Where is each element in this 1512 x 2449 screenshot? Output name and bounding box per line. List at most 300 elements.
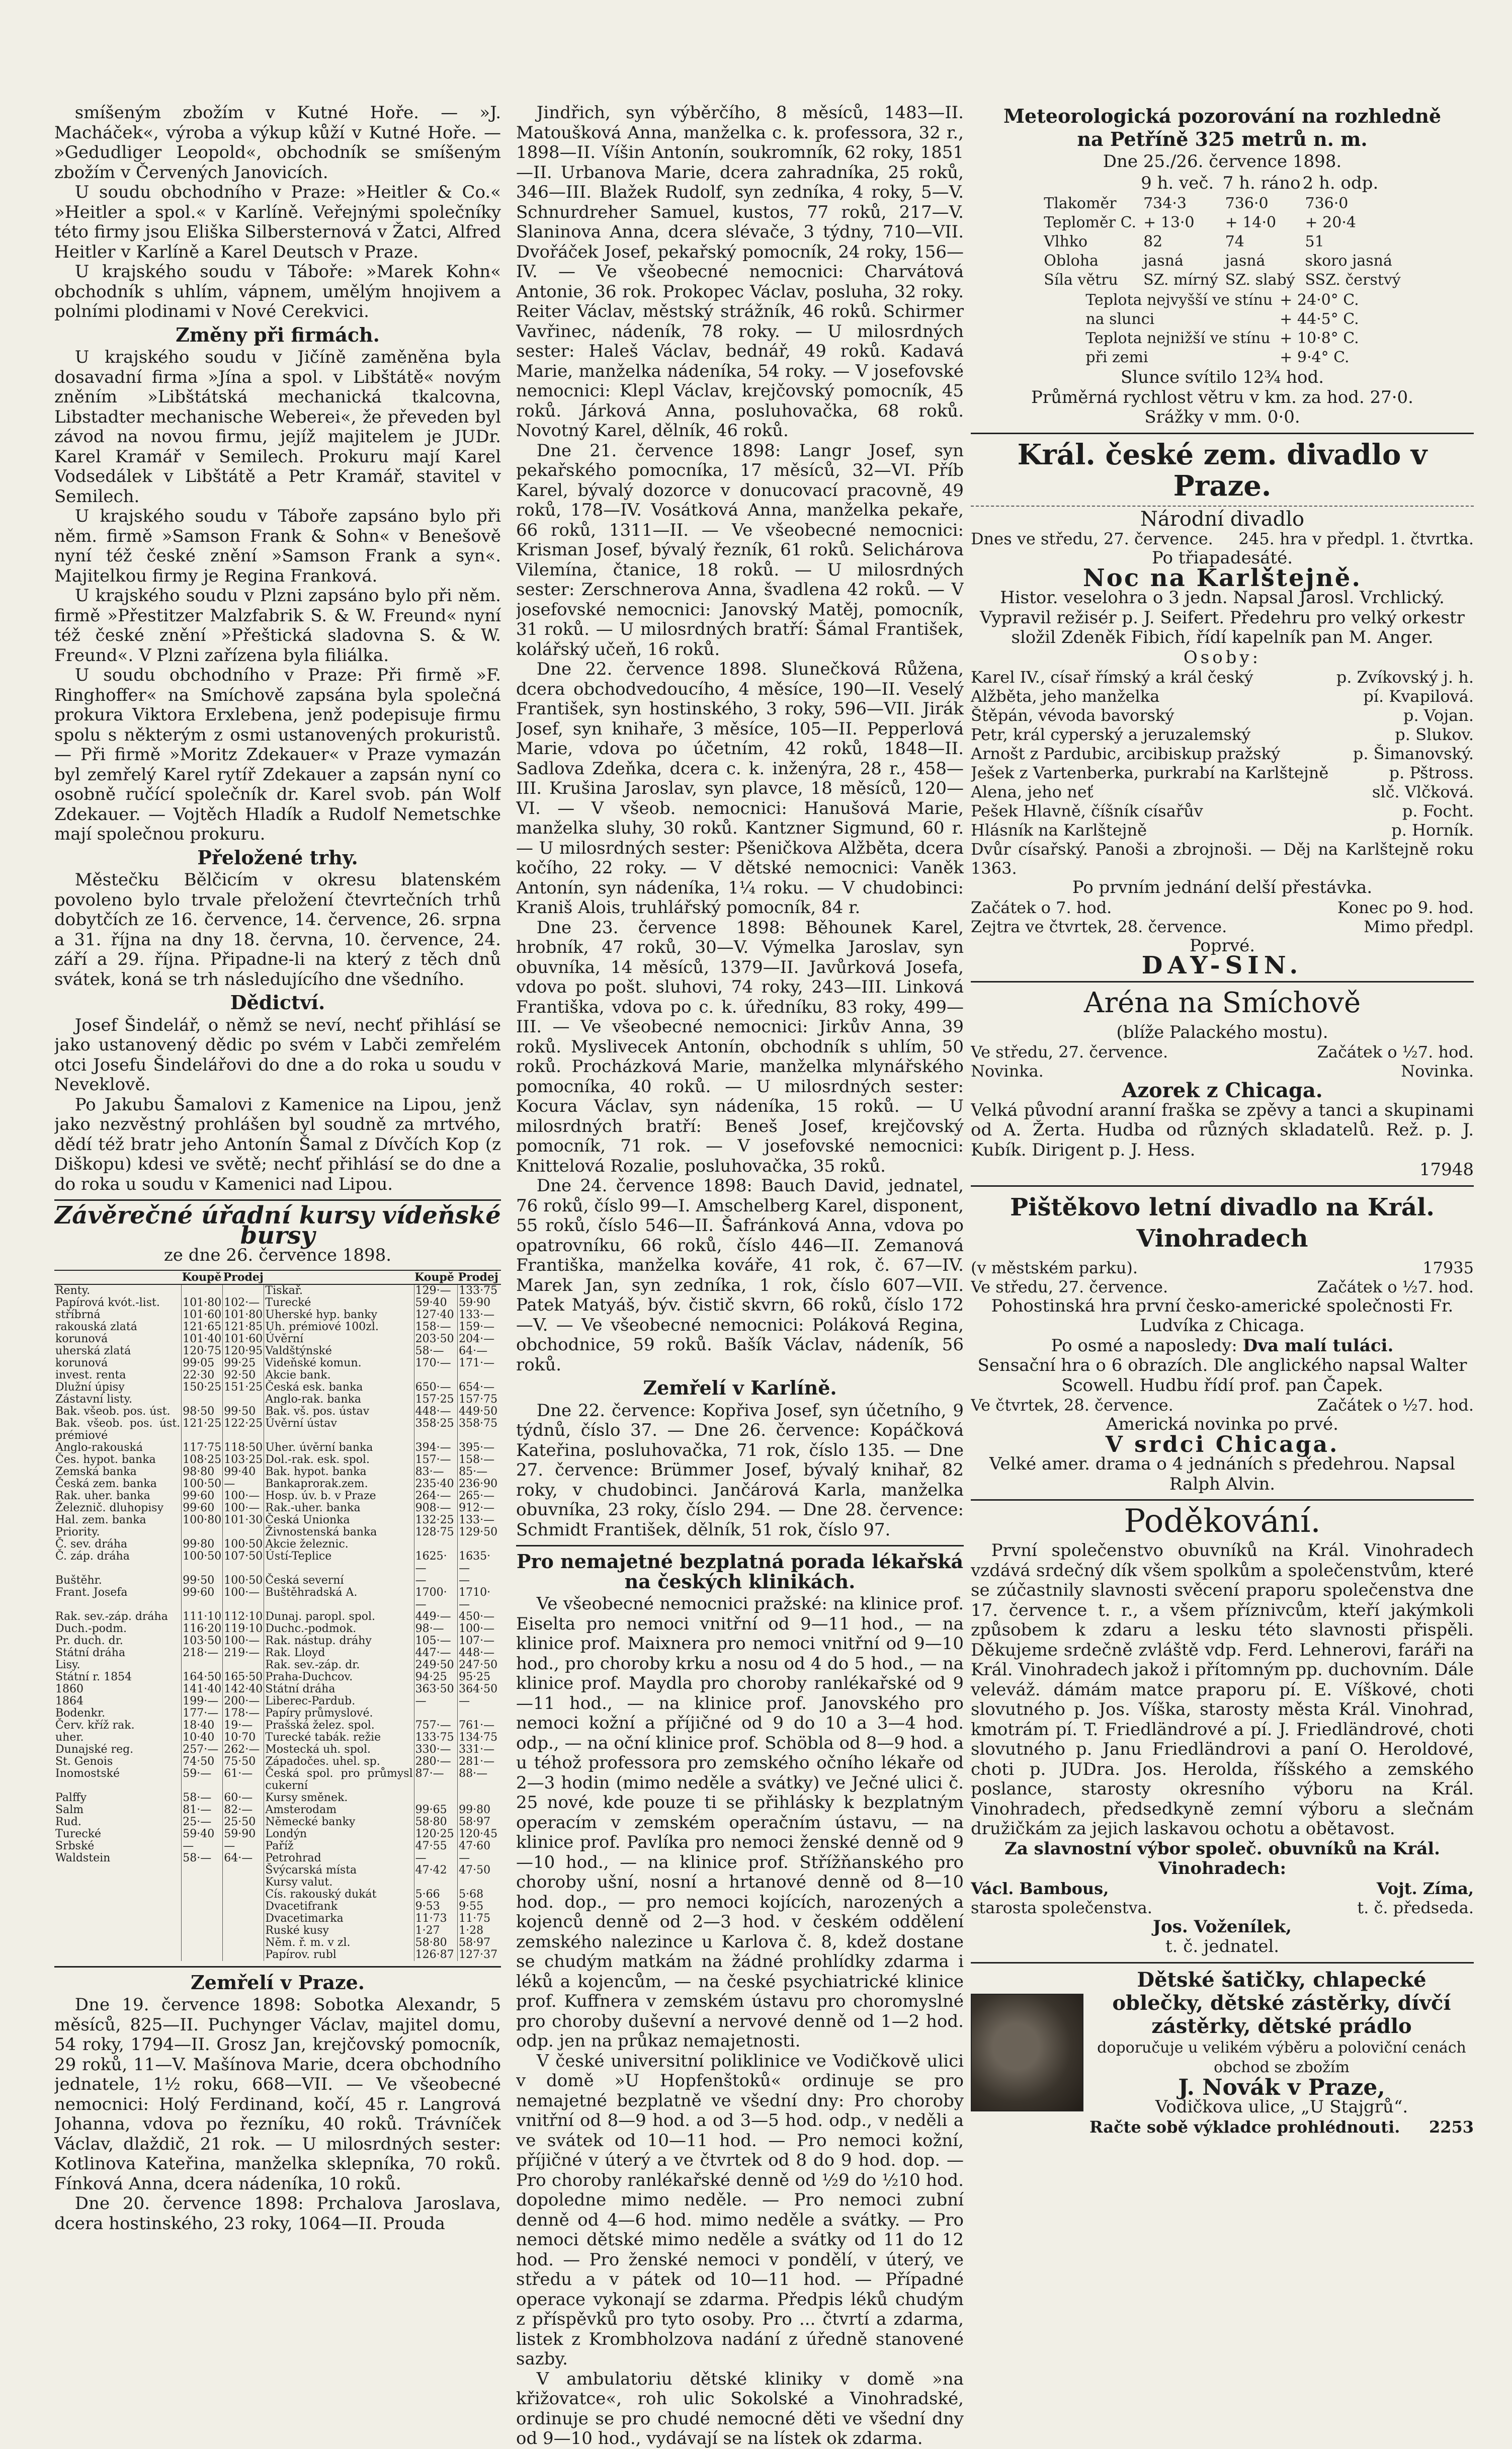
table-cell: Duch.-podm. (55, 1622, 127, 1635)
table-cell: 157·75 (458, 1394, 501, 1406)
table-cell (458, 1792, 501, 1804)
cast-role: Pešek Hlavně, číšník císařův (971, 801, 1203, 821)
table-cell: 157·25 (414, 1394, 458, 1406)
signature-name: Vojt. Zíma, (1376, 1879, 1474, 1898)
table-cell: — (458, 1695, 501, 1707)
table-cell: 101·80 (223, 1309, 264, 1321)
table-cell: Něm. ř. m. v zl. (264, 1937, 414, 1949)
table-cell: + 20·4 (1305, 214, 1356, 231)
cast-row (971, 821, 1474, 840)
table-cell: 129·— (414, 1284, 458, 1297)
text-paragraph: U soudu obchodního v Praze: Při firmě »F. Ringhoffer« na Smíchově zapsána byla společná prokura Viktora Erxlebena, jenž podepisuje firmu spolu s některým z osmi ustanovených prokuristů. — Při firmě »Moritz Zdekauer« v Praze vymazán byl zemřelý Karel rytíř Zdekauer a zapsán nyní co osobně ručící společník dr. Karel svob. pán Wolf Zdekauer. — Vojtěch Hladík a Rudolf Nemetschke mají společnou prokuru. (54, 665, 501, 844)
signatures-role-row (971, 1898, 1474, 1917)
table-header-cell: 7 h. ráno (1222, 173, 1301, 193)
table-cell: 58·— (182, 1852, 223, 1864)
table-cell: 81·— (182, 1804, 223, 1816)
table-cell: 59·90 (458, 1297, 501, 1309)
table-cell: Buštěhr. (55, 1574, 102, 1587)
table-cell: 757·— (414, 1720, 458, 1732)
table-row (54, 1889, 501, 1901)
table-cell: Amsterodam (264, 1804, 414, 1816)
table-row (54, 1309, 501, 1321)
table-cell: Ústí-Teplice (264, 1550, 414, 1575)
exchange-rates-table (54, 1270, 501, 1961)
table-cell: při zemi (1085, 349, 1148, 366)
table-cell: 64·— (223, 1852, 264, 1864)
table-cell: 100·— (458, 1623, 501, 1635)
exchange-rates-date: ze dne 26. července 1898. (163, 1245, 392, 1265)
table-row (54, 1478, 501, 1490)
table-header-cell (264, 1270, 414, 1284)
piskovo-date-2: Ve čtvrtek, 28. července. (971, 1396, 1173, 1415)
table-row (54, 1707, 501, 1720)
piskovo-date-row (971, 1277, 1474, 1296)
table-row (54, 1442, 501, 1454)
table-row (54, 1937, 501, 1949)
table-cell: 141·40 (182, 1683, 223, 1695)
table-cell: Německé banky (264, 1816, 414, 1828)
cast-row (971, 706, 1474, 725)
table-cell: 331·— (458, 1744, 501, 1756)
table-cell: 99·05 (182, 1357, 223, 1369)
table-cell: Dlužní úpisy (55, 1380, 125, 1394)
table-row (54, 1369, 501, 1381)
table-cell: Rak. Lloyd (264, 1647, 414, 1659)
table-cell: 249·50 (414, 1659, 458, 1671)
table-cell: Pr. duch. dr. (55, 1634, 123, 1647)
table-cell: 58·97 (458, 1937, 501, 1949)
table-cell: Čes. hypot. banka (55, 1453, 156, 1466)
table-cell: 107·50 (223, 1550, 264, 1575)
table-cell: 9·53 (414, 1901, 458, 1913)
piskovo-date-row-2 (971, 1396, 1474, 1415)
table-cell: 165·50 (223, 1671, 264, 1683)
table-cell: 330·— (414, 1744, 458, 1756)
table-cell: Paříž (264, 1840, 414, 1852)
table-cell: — (182, 1840, 223, 1852)
table-row (1041, 271, 1403, 289)
table-cell: 61·— (223, 1768, 264, 1792)
table-cell: 59·40 (182, 1828, 223, 1840)
table-row (54, 1321, 501, 1333)
table-cell: 265·— (458, 1490, 501, 1502)
table-cell: Česká zem. banka (55, 1477, 157, 1490)
table-cell: Dvacetifrank (264, 1901, 414, 1913)
table-cell: Rak. uher. banka (55, 1489, 150, 1502)
cast-list (971, 668, 1474, 878)
cast-row (971, 744, 1474, 763)
table-cell (54, 1889, 182, 1901)
table-cell: 10·40 (182, 1732, 223, 1744)
meteo-wind: Průměrná rychlost větru v km. za hod. 27·0. (1031, 387, 1413, 407)
table-cell: 25·— (182, 1816, 223, 1828)
arena-novelty-right: Novinka. (1401, 1062, 1474, 1081)
table-cell (223, 1925, 264, 1937)
table-cell (182, 1876, 223, 1889)
table-cell: 60·— (223, 1792, 264, 1804)
piskovo-date: Ve středu, 27. července. (971, 1277, 1168, 1296)
table-cell: 164·50 (182, 1671, 223, 1683)
table-cell: 247·50 (458, 1659, 501, 1671)
table-cell: 11·73 (414, 1913, 458, 1925)
theatre-next-note: Mimo předpl. (1364, 917, 1474, 936)
table-row (54, 1297, 501, 1309)
cast-role: Hlásník na Karlštejně (971, 821, 1147, 840)
text-paragraph: smíšeným zbožím v Kutné Hoře. — »J. Macháček«, výroba a výkup kůží v Kutné Hoře. — »Gedudliger Leopold«, obchodník se smíšeným zbožím v Červených Janovicích. (54, 103, 501, 183)
novak-ad-footer (1089, 2117, 1474, 2137)
table-cell: 151·25 (223, 1381, 264, 1394)
arena-title: Aréna na Smíchově (1083, 986, 1361, 1019)
table-cell: 10·70 (223, 1732, 264, 1744)
table-cell (223, 1284, 264, 1297)
table-cell (458, 1369, 501, 1381)
section-heading: Zemřelí v Karlíně. (643, 1376, 837, 1399)
theatre-date: Dnes ve středu, 27. července. (971, 529, 1213, 548)
table-cell: 120·75 (182, 1345, 223, 1357)
divider (971, 1185, 1474, 1187)
theatre-subscription: 245. hra v předpl. 1. čtvrtka. (1238, 529, 1474, 548)
table-cell: 75·50 (223, 1756, 264, 1768)
table-cell: Státní dráha (55, 1646, 126, 1659)
table-cell: — (458, 1575, 501, 1587)
table-row (54, 1864, 501, 1876)
novak-ad-recommendation: doporučuje u velikém výběru a poloviční cenách obchod se zbožím (1097, 2038, 1466, 2076)
table-cell: 159·— (458, 1321, 501, 1333)
table-cell: 47·55 (414, 1840, 458, 1852)
table-cell: 257·— (182, 1744, 223, 1756)
table-cell: Rak. sev.-záp. dráha (55, 1610, 168, 1623)
table-header-cell (54, 1270, 182, 1284)
cast-actor: slč. Vlčková. (1372, 782, 1474, 801)
table-row (54, 1828, 501, 1840)
table-cell: 158·— (414, 1321, 458, 1333)
cast-role: Alena, jeho neť (971, 782, 1094, 801)
table-cell: 264·— (414, 1490, 458, 1502)
table-cell: 59·— (182, 1768, 223, 1792)
table-cell: 99·50 (182, 1575, 223, 1587)
table-cell (458, 1707, 501, 1720)
table-cell: Bak. všeob. pos. úst. (55, 1405, 171, 1418)
piskovo-description-2: Sensační hra o 6 obrazích. Dle anglického napsal Walter Scowell. Hudbu řídí prof. pan Čapek. (977, 1355, 1467, 1396)
table-row (1082, 291, 1362, 309)
table-cell: 103·50 (182, 1635, 223, 1647)
piskovo-sub-row (971, 1258, 1474, 1277)
table-cell: Duchc.-podmok. (264, 1623, 414, 1635)
table-cell: Zemská banka (55, 1465, 137, 1478)
cast-actor: p. Vojan. (1403, 706, 1474, 725)
table-cell: Uh. prémiové 100zl. (264, 1321, 414, 1333)
arena-ad-number: 17948 (1419, 1160, 1474, 1180)
cast-actor: pí. Kvapilová. (1363, 687, 1474, 706)
table-cell: 103·25 (223, 1454, 264, 1466)
table-cell: 448·— (414, 1406, 458, 1418)
section-heading: Zemřelí v Praze. (191, 1971, 365, 1994)
table-cell: Teploměr C. (1044, 214, 1137, 231)
table-row (54, 1768, 501, 1792)
table-cell: St. Genois (55, 1755, 113, 1768)
piskovo-start-2: Začátek o ½7. hod. (1317, 1396, 1474, 1415)
table-cell: 101·60 (182, 1309, 223, 1321)
table-cell: Rak.-uher. banka (264, 1502, 414, 1514)
table-cell: — (414, 1575, 458, 1587)
table-cell: Srbské (55, 1839, 95, 1852)
table-cell: Bak. vš. pos. ústav (264, 1406, 414, 1418)
divider (971, 433, 1474, 434)
table-cell: 25·50 (223, 1816, 264, 1828)
table-row (1041, 252, 1403, 270)
table-row (54, 1623, 501, 1635)
table-cell: Prašská želez. spol. (264, 1720, 414, 1732)
arena-start: Začátek o ½7. hod. (1317, 1042, 1474, 1062)
table-cell (54, 1925, 182, 1937)
table-cell: — (458, 1852, 501, 1864)
text-paragraph: U krajského soudu v Táboře: »Marek Kohn« obchodník s uhlím, vápnem, umělým hnojivem a polními plodinami v Nové Cerekvici. (54, 262, 501, 321)
table-cell: + 44·5° C. (1280, 310, 1359, 328)
table-cell: 116·20 (182, 1623, 223, 1635)
table-cell: + 14·0 (1225, 214, 1277, 231)
table-row (54, 1466, 501, 1478)
table-cell: 74·50 (182, 1756, 223, 1768)
table-cell: 364·50 (458, 1683, 501, 1695)
table-row (54, 1611, 501, 1623)
table-cell: 105·— (414, 1635, 458, 1647)
table-row (54, 1514, 501, 1526)
table-cell (223, 1937, 264, 1949)
table-cell: Dunajské reg. (55, 1743, 134, 1756)
piskovo-american-novelty: Americká novinka po prvé. (1106, 1414, 1338, 1434)
table-row (1041, 233, 1403, 251)
cast-role: Petr, král cyperský a jeruzalemský (971, 725, 1251, 744)
table-row (1082, 330, 1362, 348)
table-cell: skoro jasná (1305, 252, 1392, 270)
table-row (54, 1792, 501, 1804)
signature-role: t. č. předseda. (1357, 1898, 1474, 1917)
table-row (54, 1804, 501, 1816)
piskovo-play-lead: Po osmé a naposledy: (1051, 1335, 1237, 1356)
table-header-cell: Koupě (182, 1270, 223, 1284)
table-row (54, 1659, 501, 1671)
cast-row (971, 668, 1474, 687)
table-cell: 18·40 (182, 1720, 223, 1732)
table-row (54, 1587, 501, 1611)
table-cell: Č. záp. dráha (55, 1549, 130, 1563)
table-cell: 218·— (182, 1647, 223, 1659)
table-cell: 134·75 (458, 1732, 501, 1744)
table-cell: 654·— (458, 1381, 501, 1394)
table-row (54, 1695, 501, 1707)
table-cell: 101·60 (223, 1333, 264, 1345)
table-cell: 133·— (458, 1514, 501, 1526)
table-cell: 280·— (414, 1756, 458, 1768)
table-cell: Turecké (264, 1297, 414, 1309)
table-cell: 120·25 (414, 1828, 458, 1840)
theatre-performance-count: Po třiapadesáté. (1151, 548, 1293, 568)
table-cell: Bak. hypot. banka (264, 1466, 414, 1478)
theatre-date-row (971, 529, 1474, 548)
table-row (54, 1732, 501, 1744)
text-paragraph: Ve všeobecné nemocnici pražské: na klinice prof. Eiselta pro nemoci vnitřní od 9—11 hod., — na klinice prof. Maixnera pro nemoci vnitřní od 9—10 hod., pro choroby krku a nosu od 4 do 5 hod., — na klinice prof. Maydla pro choroby ranlékařské od 9—11 hod., — na klinice prof. Janovského pro nemoci kožní a příjičné od 9 do 10 a 3—4 hod. odp., — na oční klinice prof. Schöbla od 8—9 hod. a u téhož professora pro zemského očního lékaře od 2—3 hodin (mimo neděle a svátky) ve Ječné ulici č. 25 nové, kde pouze ti se přihlásky k bezplatným operacím v zemském operačním ústavu, — na klinice prof. Pavlíka pro nemoci ženské denně od 9—10 hod., — na klinice prof. Střížňanského pro choroby ušní, nosní a hrtanové denně od 8—10 hod. dop., — pro nemoci kojících, narozených a kojenců denně od 2—3 hod. v českém oddělení zemského nalezince u Karlova č. 8, kdež dostane se chudým matkám na žádné prohlídky zdarma i léků a kojencům, — na české psychiatrické klinice prof. Kuffnera v zemském ústavu pro choromyslné pro choroby duševní a nervové denně od 1—2 hod. odp. jen na průkaz nemajetnosti. (516, 1594, 964, 2051)
theatre-title: Král. české zem. divadlo v Praze. (1017, 438, 1427, 503)
table-cell (182, 1889, 223, 1901)
table-cell: 98·— (414, 1623, 458, 1635)
table-cell: 100·50 (182, 1478, 223, 1490)
table-cell: Priority. (55, 1525, 100, 1538)
table-cell (414, 1792, 458, 1804)
table-row (54, 1357, 501, 1369)
table-cell: 100·50 (182, 1550, 223, 1575)
table-cell: 1864 (55, 1694, 83, 1707)
cast-actor: p. Slukov. (1395, 725, 1474, 744)
table-cell (414, 1707, 458, 1720)
table-cell: 1·27 (414, 1925, 458, 1937)
table-row (1082, 310, 1362, 329)
table-cell: 171·— (458, 1357, 501, 1369)
table-cell: Rud. (55, 1815, 81, 1828)
table-cell: Zástavní listy. (55, 1393, 132, 1406)
table-cell: 235·40 (414, 1478, 458, 1490)
arena-date: Ve středu, 27. července. (971, 1042, 1168, 1062)
table-cell: Videňské komun. (264, 1357, 414, 1369)
divider (971, 981, 1474, 983)
table-cell (223, 1864, 264, 1876)
table-cell: Liberec-Pardub. (264, 1695, 414, 1707)
cast-role: Arnošt z Pardubic, arcibiskup pražský (971, 744, 1281, 763)
table-cell (54, 1937, 182, 1949)
meteo-extra-table (1081, 290, 1363, 368)
table-cell: Buštěhradská A. (264, 1587, 414, 1611)
table-row (54, 1394, 501, 1406)
table-row (1041, 214, 1403, 232)
children-illustration (971, 1994, 1083, 2111)
table-cell: Vlhko (1044, 233, 1088, 251)
table-cell: Česká spol. pro průmysl cukerní (264, 1768, 414, 1792)
table-cell: 204·— (458, 1333, 501, 1345)
table-cell: 58·80 (414, 1937, 458, 1949)
table-row (54, 1901, 501, 1913)
cast-role: Dvůr císařský. Panoši a zbrojnoši. — Děj na Karlštejně roku 1363. (971, 840, 1474, 878)
table-row (54, 1876, 501, 1889)
table-cell: 119·10 (223, 1623, 264, 1635)
novak-ad-ask: Račte sobě výkladce prohlédnouti. (1089, 2117, 1400, 2137)
cast-role: Alžběta, jeho manželka (971, 687, 1160, 706)
table-row (54, 1720, 501, 1732)
table-row (54, 1756, 501, 1768)
table-cell (414, 1369, 458, 1381)
table-cell: 142·40 (223, 1683, 264, 1695)
table-cell: Státní r. 1854 (55, 1670, 132, 1683)
divider (971, 1962, 1474, 1964)
table-cell: Dunaj. paropl. spol. (264, 1611, 414, 1623)
thanks-title: Poděkování. (1124, 1503, 1321, 1540)
table-cell: Úvěrní (264, 1333, 414, 1345)
table-cell: 100·— (223, 1635, 264, 1647)
table-cell: 99·80 (182, 1538, 223, 1550)
table-row (54, 1925, 501, 1937)
table-row (54, 1913, 501, 1925)
table-cell: 448·— (458, 1647, 501, 1659)
table-cell: 1860 (55, 1682, 83, 1695)
table-cell: 99·80 (458, 1804, 501, 1816)
table-cell: Praha-Duchcov. (264, 1671, 414, 1683)
table-cell: 117·75 (182, 1442, 223, 1454)
table-cell: 100·50 (223, 1575, 264, 1587)
table-cell: Valdštýnské (264, 1345, 414, 1357)
section-heading: Pro nemajetné bezplatná porada lékařská na českých klinikách. (516, 1550, 964, 1593)
table-cell (414, 1538, 458, 1550)
piskovo-play: Dva malí tuláci. (1242, 1335, 1394, 1356)
table-cell: Waldstein (55, 1851, 111, 1864)
table-cell: Anglo-rakouská (55, 1441, 143, 1454)
cast-row (971, 725, 1474, 744)
exchange-rates-title: Závěrečné úřadní kursy vídeňské bursy (54, 1201, 501, 1250)
table-cell: 1625·— (414, 1550, 458, 1575)
table-cell: + 13·0 (1143, 214, 1195, 231)
table-row (1082, 349, 1362, 367)
table-cell (182, 1937, 223, 1949)
table-row (54, 1345, 501, 1357)
table-cell: Červ. kříž rak. (55, 1719, 135, 1732)
section-heading: Dědictví. (230, 991, 325, 1014)
table-cell: 127·37 (458, 1949, 501, 1961)
table-cell: 101·30 (223, 1514, 264, 1526)
meteo-date: Dne 25./26. července 1898. (1103, 151, 1342, 172)
table-cell: jasná (1143, 252, 1184, 270)
table-cell: Papírov. rubl (264, 1949, 414, 1961)
table-cell: 82 (1143, 233, 1163, 251)
meteo-subtitle: na Petříně 325 metrů n. m. (1077, 127, 1368, 150)
table-cell (182, 1526, 223, 1538)
table-cell: 236·90 (458, 1478, 501, 1490)
table-cell: 150·25 (182, 1381, 223, 1394)
text-paragraph: Dne 22. července 1898. Slunečková Růžena, dcera obchodvedoucího, 4 měsíce, 190—II. Veselý František, syn hostinského, 3 roky, 596—VII. Jirák Josef, syn knihaře, 3 měsíce, 105—II. Pepperlová Marie, vdova po účetním, 42 roků, 1848—II. Sadlova Zdeňka, dcera c. k. inženýra, 28 r., 458—III. Krušina Jaroslav, syn plavce, 18 měsíců, 120—VI. — V všeob. nemocnici: Hanušová Marie, manželka sluhy, 30 roků. Kantzner Sigmund, 60 r. — U milosrdných sester: Pšeničkova Alžběta, dcera kočího, 22 roky. — V dětské nemocnici: Vaněk Antonín, syn nádeníka, 1¼ roku. — V chudobinci: Kraniš Alois, truhlářský pomocník, 84 r. (516, 659, 964, 918)
table-row (54, 1284, 501, 1297)
table-cell: jasná (1225, 252, 1266, 270)
table-cell: 1·28 (458, 1925, 501, 1937)
table-cell: 19·— (223, 1720, 264, 1732)
table-cell: 58·— (182, 1792, 223, 1804)
table-cell: 200·— (223, 1695, 264, 1707)
table-cell: Bodenkr. (55, 1706, 106, 1720)
table-cell (223, 1526, 264, 1538)
table-cell: 133·— (458, 1309, 501, 1321)
text-paragraph: Josef Šindelář, o němž se neví, nechť přihlásí se jako ustanovený dědic po svém v Labči zemřelém otci Josefu Šindelářovi do dne a do roka u soudu v Neveklově. (54, 1015, 501, 1095)
divider (516, 1545, 964, 1546)
table-row (54, 1683, 501, 1695)
table-cell: 203·50 (414, 1333, 458, 1345)
piskovo-title: Pištěkovo letní divadlo na Král. Vinohradech (1010, 1193, 1435, 1253)
table-cell: 100·— (223, 1587, 264, 1611)
table-cell (223, 1901, 264, 1913)
table-row (54, 1852, 501, 1864)
table-cell: Kursy směnek. (264, 1792, 414, 1804)
table-cell: 734·3 (1143, 195, 1187, 212)
table-header-cell (1041, 173, 1139, 194)
arena-novelty-left: Novinka. (971, 1062, 1044, 1081)
table-cell (54, 1913, 182, 1925)
table-cell (182, 1864, 223, 1876)
table-cell: 449·— (414, 1611, 458, 1623)
text-paragraph: Dne 19. července 1898: Sobotka Alexandr, 5 měsíců, 825—II. Puchynger Václav, majitel domu, 54 roky, 1794—II. Grosz Jan, krejčovský pomocník, 29 roků, 11—V. Mašínova Marie, dcera obchodního jednatele, 1½ roku, 668—VII. — Ve všeobecné nemocnici: Holý Ferdinand, kočí, 45 r. Langrová Johanna, vdova po řezníku, 40 roků. Trávníček Václav, dlaždič, 21 rok. — U milosrdných sester: Kotlinova Kateřina, manželka sklepníka, 70 roků. Fínková Anna, dcera nádeníka, 10 roků. (54, 1995, 501, 2194)
table-cell: 85·— (458, 1466, 501, 1478)
table-cell: Živnostenská banka (264, 1526, 414, 1538)
table-row (54, 1635, 501, 1647)
table-cell: Turecké tabák. režie (264, 1732, 414, 1744)
table-cell: Dvacetimarka (264, 1913, 414, 1925)
table-cell: 99·60 (182, 1502, 223, 1514)
table-row (54, 1418, 501, 1442)
table-cell: 199·— (182, 1695, 223, 1707)
meteo-table (1040, 172, 1404, 291)
